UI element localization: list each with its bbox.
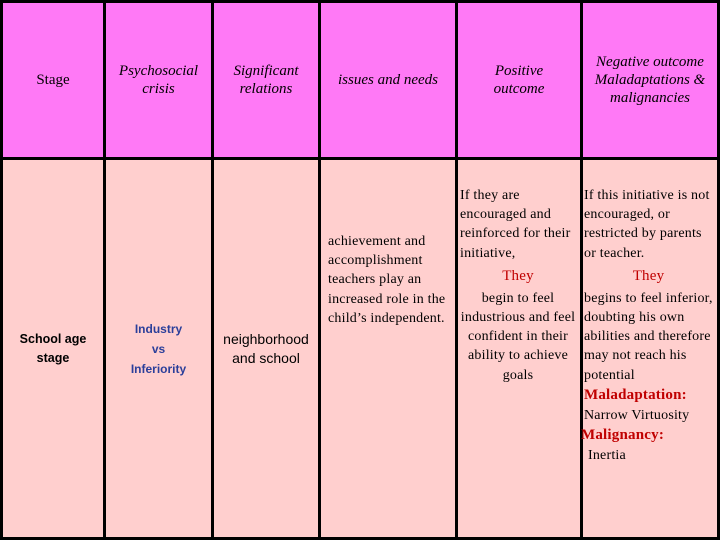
negative-they: They — [632, 267, 665, 284]
crisis-text: Industry vs Inferiority — [130, 321, 187, 376]
header-negative — [583, 3, 717, 157]
positive-intro: If they are encouraged and reinforced for their initiative, — [460, 188, 571, 261]
header-crisis — [106, 3, 211, 157]
header-crisis-text: Psychosocial crisis — [118, 63, 199, 97]
header-positive — [458, 3, 580, 157]
crisis-cell — [106, 160, 211, 537]
header-stage — [3, 3, 103, 157]
maladaptation-label: Maladaptation: — [584, 386, 687, 403]
issues-text: achievement and accomplishment teachers play an increased role in the child’s independent. — [328, 234, 446, 326]
header-negative-text: Negative outcome Maladaptations & malignancies — [594, 54, 706, 106]
malignancy-label: Malignancy: — [581, 427, 665, 444]
maladaptation-text: Narrow Virtuosity — [584, 407, 690, 423]
negative-intro: If this initiative is not encouraged, or restricted by parents or teacher. — [584, 188, 710, 261]
negative-rest: begins to feel inferior, doubting his own abilities and therefore may not reach his potential — [584, 290, 713, 383]
header-relations — [214, 3, 318, 157]
stage-name: School age stage — [19, 331, 87, 365]
header-relations-text: Significant relations — [233, 63, 299, 97]
header-issues — [321, 3, 455, 157]
header-positive-text: Positive outcome — [493, 63, 545, 97]
relations-cell — [214, 160, 318, 537]
stage-cell — [3, 160, 103, 537]
positive-cell — [458, 160, 580, 537]
malignancy-text: Inertia — [588, 448, 626, 464]
header-issues-text: issues and needs — [338, 72, 438, 88]
relations-text: neighborhood and school — [223, 330, 309, 366]
positive-rest: begin to feel industrious and feel confident in their ability to achieve goals — [460, 290, 576, 383]
issues-cell — [321, 160, 455, 537]
positive-they: They — [502, 267, 534, 284]
negative-cell — [583, 160, 717, 537]
header-stage-text: Stage — [36, 72, 70, 88]
